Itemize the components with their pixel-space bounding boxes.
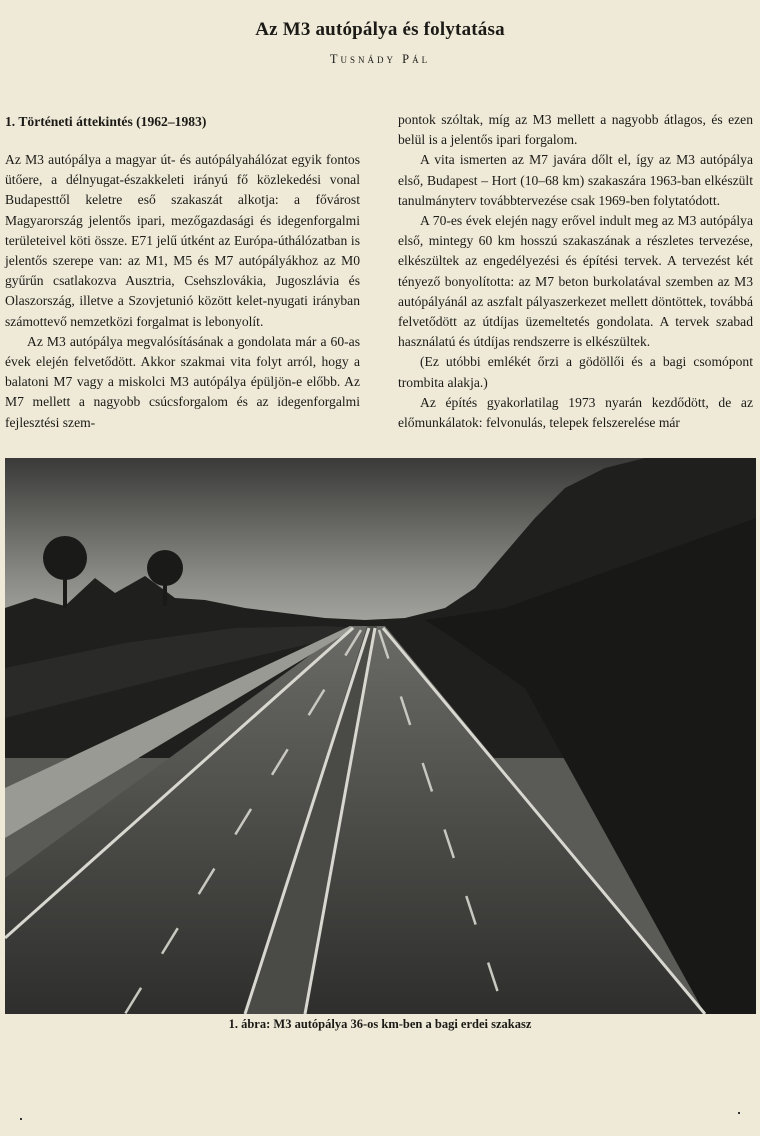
paragraph: A vita ismerten az M7 javára dőlt el, így az M3 autópálya első, Budapest – Hort (10–68 km) szakaszára 1963-ban elkészült tanulmányterv továbbtervezése csak 1969-ben folytatódott. bbox=[398, 152, 753, 208]
section-heading: 1. Történeti áttekintés (1962–1983) bbox=[5, 114, 207, 129]
paragraph: Az építés gyakorlatilag 1973 nyarán kezdődött, de az előmunkálatok: felvonulás, telepek felszerelése már bbox=[398, 394, 753, 431]
paragraph: (Ez utóbbi emlékét őrzi a gödöllői és a bagi csomópont trombita alakja.) bbox=[398, 354, 753, 390]
figure-caption: 1. ábra: M3 autópálya 36-os km-ben a bagi erdei szakasz bbox=[228, 1017, 532, 1031]
highway-photo-drawing bbox=[5, 458, 756, 1014]
right-column bbox=[398, 110, 753, 433]
paragraph: Az M3 autópálya a magyar út- és autópályahálózat egyik fontos ütőere, a délnyugat-északkeleti irányú fő közlekedési vonal Budapesttől keletre eső szakaszát alkotja: a fővárost Magyarország jelentős ipari, mezőgazdasági és idegenforgalmi területeivel köti össze. E71 jelű útként az Európa-úthálózatban is jelentős szerepe van: az M1, M5 és M7 autópályákhoz az M0 gyűrűn csatlakozva Ausztria, Csehszlovákia, Jugoszlávia és Olaszország, illetve a Szovjetunió között kelet-nyugati irányban számottevő nemzetközi forgalmat is lebonyolít. bbox=[5, 152, 360, 329]
left-column bbox=[5, 112, 360, 433]
scan-speck bbox=[738, 1112, 740, 1114]
article-title: Az M3 autópálya és folytatása bbox=[255, 19, 505, 40]
article-author: Tusnády Pál bbox=[329, 52, 431, 66]
paragraph: Az M3 autópálya megvalósításának a gondolata már a 60-as évek elején felvetődött. Akkor szakmai vita folyt arról, hogy a balatoni M7 vagy a miskolci M3 autópálya épüljön-e előbb. Az M7 mellett a nagyobb csúcsforgalom és az idegenforgalmi fejlesztési szem- bbox=[5, 333, 360, 430]
scan-speck bbox=[20, 1118, 22, 1120]
paragraph: pontok szóltak, míg az M3 mellett a nagyobb átlagos, és ezen belül is a jelentős ipari forgalom. bbox=[398, 112, 753, 148]
highway-photo bbox=[5, 458, 756, 1014]
paragraph: A 70-es évek elején nagy erővel indult meg az M3 autópálya első, mintegy 60 km hosszú szakaszának a részletes tervezése, elkészültek az engedélyezési és építési tervek. A tervezést két tényező bonyolította: az M7 beton burkolatával szemben az M3 autópályánál az aszfalt pályaszerkezet mellett döntöttek, továbbá felvetődött az útdíjas üzemeltetés gondolata. A tervek szabad használatú és útdíjas rendszerre is elkészültek. bbox=[398, 213, 753, 350]
